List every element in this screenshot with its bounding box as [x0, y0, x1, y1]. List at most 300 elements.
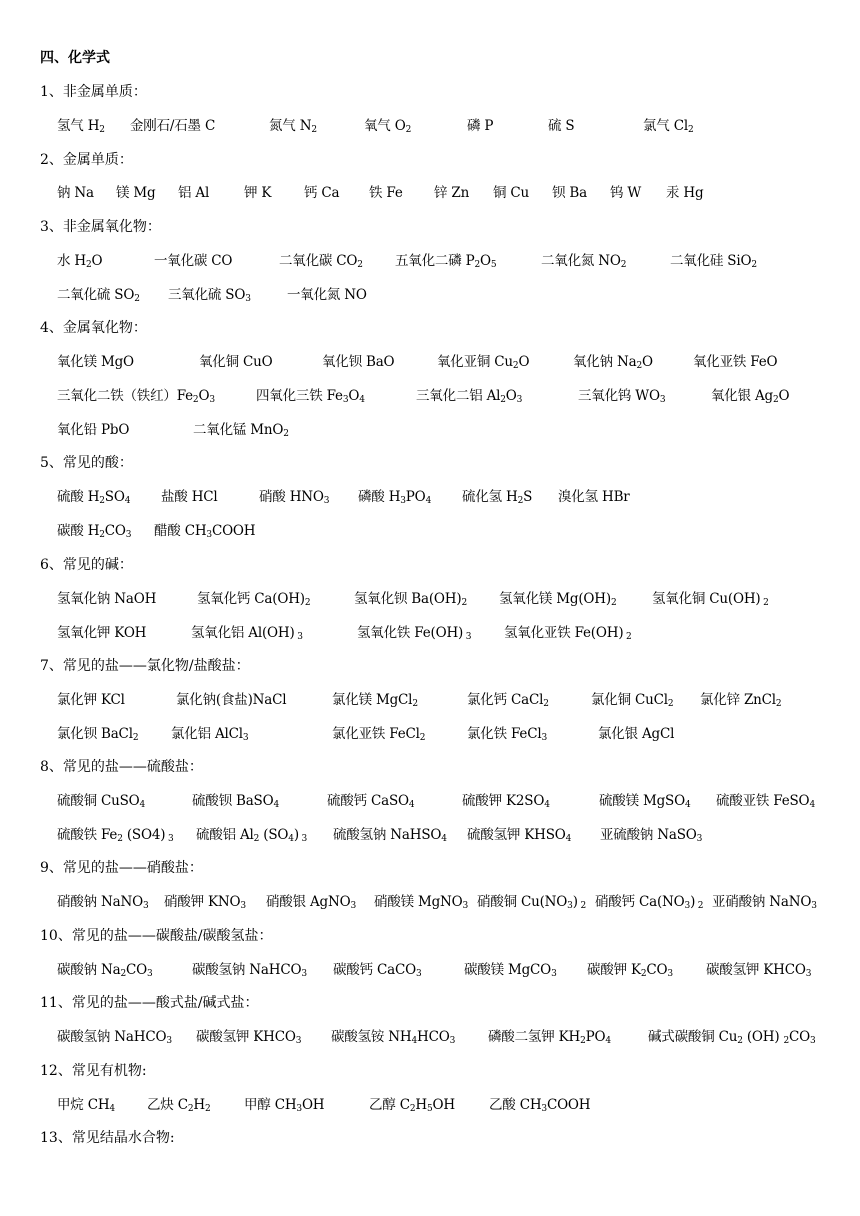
formula-item: [434, 181, 469, 205]
formula-item: [57, 485, 130, 509]
formula-text: O: [91, 253, 103, 269]
formula-text: 碳酸 H: [57, 523, 100, 539]
formula-text: 铝 Al: [178, 185, 210, 201]
formula-text: S: [523, 489, 533, 505]
formula-item: [176, 688, 286, 712]
formula-item: [57, 114, 105, 138]
formula-text: 锌 Zn: [434, 185, 470, 201]
formula-item: [712, 890, 817, 914]
formula-text: 亚硝酸钠 NaNO: [712, 894, 812, 910]
formula-item: [711, 384, 789, 408]
formula-text: 氯化铁 FeCl: [467, 726, 542, 742]
formula-row: [0, 823, 860, 847]
subscript: 4: [684, 800, 691, 810]
formula-text: 氯化铝 AlCl: [171, 726, 243, 742]
subscript: 4: [809, 800, 815, 810]
formula-text: HCO: [417, 1029, 450, 1045]
formula-item: [57, 1093, 115, 1117]
subscript: 3: [810, 1036, 816, 1046]
formula-text: 氢氧化钠 NaOH: [57, 591, 157, 607]
formula-item: [266, 890, 356, 914]
section-heading: 11、常见的盐——酸式盐/碱式盐：: [40, 995, 259, 1011]
formula-item: [269, 114, 317, 138]
formula-item: [57, 890, 148, 914]
formula-text: 碳酸氢钾 KHCO: [706, 962, 806, 978]
formula-row: [0, 350, 860, 374]
formula-text: 硫酸铜 CuSO: [57, 793, 140, 809]
formula-text: 溴化氢 HBr: [558, 489, 630, 505]
formula-text: ): [572, 894, 578, 910]
formula-text: 二氧化硅 SiO: [670, 253, 752, 269]
subscript: 2: [737, 1036, 743, 1046]
subscript: 3: [805, 969, 812, 979]
formula-item: [716, 789, 815, 813]
formula-text: 硫酸氢钾 KHSO: [467, 827, 566, 843]
formula-text: O: [480, 253, 491, 269]
formula-text: 碳酸氢钠 NaHCO: [192, 962, 302, 978]
formula-text: 五氧化二磷 P: [395, 253, 475, 269]
subscript: 4: [408, 800, 415, 810]
subscript: 2: [204, 1104, 211, 1114]
subscript: 2: [620, 260, 627, 270]
subscript: 3: [296, 1104, 302, 1114]
subscript: 2: [304, 598, 311, 608]
formula-text: 氧气 O: [364, 118, 406, 134]
formula-text: 氧化亚铜 Cu: [437, 354, 513, 370]
formula-item: [357, 621, 471, 645]
formula-row: [0, 418, 860, 442]
subscript: 2: [192, 395, 199, 405]
formula-item: [595, 890, 703, 914]
formula-text: 氧化铅 PbO: [57, 422, 130, 438]
formula-text: 一氧化氮 NO: [287, 287, 367, 303]
formula-text: 氧化亚铁 FeO: [693, 354, 778, 370]
formula-text: (OH): [742, 1029, 784, 1045]
formula-text: 水 H: [57, 253, 86, 269]
formula-text: 氯化锌 ZnCl: [700, 692, 776, 708]
formula-text: 氧化银 Ag: [711, 388, 773, 404]
subscript: 2: [409, 1104, 416, 1114]
formula-item: [700, 688, 781, 712]
section-heading: 10、常见的盐——碳酸盐/碳酸氢盐：: [40, 928, 273, 944]
formula-item: [462, 485, 532, 509]
subscript: 3: [449, 1036, 456, 1046]
formula-row: [0, 958, 860, 982]
subscript: 3: [295, 1036, 302, 1046]
formula-text: 钙 Ca: [304, 185, 340, 201]
formula-item: [331, 1025, 455, 1049]
subscript: 2: [751, 260, 757, 270]
formula-text: 金刚石/石墨 C: [130, 118, 216, 134]
formula-row: [0, 485, 860, 509]
subscript: 2: [775, 699, 782, 709]
formula-text: 氯化钡 BaCl: [57, 726, 133, 742]
formula-item: [369, 181, 403, 205]
subscript: 3: [516, 395, 523, 405]
subscript: 4: [139, 800, 146, 810]
formula-text: 碳酸镁 MgCO: [464, 962, 552, 978]
formula-item: [333, 823, 447, 847]
formula-text: CO: [104, 523, 126, 539]
formula-text: 铁 Fe: [369, 185, 403, 201]
subscript: 2: [512, 361, 519, 371]
formula-row: [0, 722, 860, 746]
formula-item: [192, 958, 307, 982]
formula-item: [504, 621, 632, 645]
section-heading: 8、常见的盐——硫酸盐：: [40, 759, 203, 775]
formula-row: [0, 789, 860, 813]
formula-text: 钾 K: [244, 185, 272, 201]
formula-item: [541, 249, 626, 273]
formula-item: [670, 249, 757, 273]
formula-text: PO: [585, 1029, 606, 1045]
subscript: 3: [811, 901, 817, 911]
formula-item: [196, 1025, 301, 1049]
formula-text: 磷 P: [467, 118, 494, 134]
section-heading: 12、常见有机物:: [40, 1063, 147, 1079]
subscript: 2: [311, 125, 317, 135]
formula-item: [171, 722, 248, 746]
subscript: 3: [142, 901, 149, 911]
formula-item: [552, 181, 587, 205]
formula-text: 氧化铜 CuO: [199, 354, 273, 370]
subscript: 4: [411, 1036, 418, 1046]
formula-text: 二氧化硫 SO: [57, 287, 135, 303]
formula-item: [287, 283, 367, 307]
subscript: 3: [209, 395, 215, 405]
subscript: 3: [342, 395, 349, 405]
formula-item: [192, 789, 279, 813]
formula-text: 氢氧化铝 Al(OH): [191, 625, 295, 641]
formula-item: [364, 114, 411, 138]
formula-item: [57, 384, 215, 408]
formula-text: CO: [125, 962, 147, 978]
formula-item: [57, 350, 134, 374]
subscript: 2: [461, 598, 467, 608]
formula-text: 钠 Na: [57, 185, 94, 201]
formula-item: [196, 823, 307, 847]
formula-text: 四氧化三铁 Fe: [256, 388, 343, 404]
formula-text: COOH: [546, 1097, 591, 1113]
formula-text: ): [293, 827, 299, 843]
formula-item: [374, 890, 468, 914]
formula-text: 氯气 Cl: [643, 118, 688, 134]
formula-text: 甲烷 CH: [57, 1097, 110, 1113]
subscript: 3: [298, 834, 308, 844]
subscript: 3: [323, 496, 330, 506]
formula-text: CO: [789, 1029, 811, 1045]
formula-text: 二氧化锰 MnO: [193, 422, 284, 438]
subscript: 3: [350, 901, 356, 911]
formula-text: OH: [432, 1097, 455, 1113]
formula-text: 硫酸钾 K2SO: [462, 793, 545, 809]
formula-item: [587, 958, 673, 982]
formula-item: [706, 958, 811, 982]
formula-item: [57, 181, 94, 205]
subscript: 2: [357, 260, 363, 270]
subscript: 2: [117, 834, 123, 844]
subscript: 2: [253, 834, 260, 844]
formula-text: 氧化镁 MgO: [57, 354, 134, 370]
formula-item: [161, 485, 218, 509]
formula-text: O: [348, 388, 360, 404]
formula-text: 铜 Cu: [493, 185, 530, 201]
formula-text: 氯化亚铁 FeCl: [332, 726, 420, 742]
formula-item: [666, 181, 703, 205]
formula-text: 氯化铜 CuCl: [591, 692, 668, 708]
formula-item: [327, 789, 414, 813]
formula-text: 硝酸铜 Cu(NO: [477, 894, 568, 910]
formula-item: [57, 519, 131, 543]
subscript: 3: [551, 969, 557, 979]
formula-text: 甲醇 CH: [244, 1097, 297, 1113]
formula-text: 三氧化二铝 Al: [416, 388, 501, 404]
formula-item: [147, 1093, 210, 1117]
formula-row: [0, 283, 860, 307]
formula-item: [244, 1093, 324, 1117]
formula-item: [57, 418, 129, 442]
subscript: 2: [517, 496, 524, 506]
formula-text: 硫酸氢钠 NaHSO: [333, 827, 442, 843]
formula-item: [57, 823, 173, 847]
formula-item: [573, 350, 653, 374]
formula-item: [164, 890, 246, 914]
formula-text: 碱式碳酸铜 Cu: [648, 1029, 738, 1045]
formula-text: 氯化钠(食盐)NaCl: [176, 692, 287, 708]
formula-text: 镁 Mg: [116, 185, 156, 201]
formula-text: O: [641, 354, 653, 370]
subscript: 4: [288, 834, 294, 844]
subscript: 2: [687, 125, 694, 135]
formula-item: [57, 789, 145, 813]
formula-text: 氢氧化镁 Mg(OH): [499, 591, 611, 607]
formula-text: 碳酸氢铵 NH: [331, 1029, 412, 1045]
formula-text: 氮气 N: [269, 118, 312, 134]
subscript: 3: [684, 901, 691, 911]
formula-text: O: [198, 388, 210, 404]
subscript: 2: [120, 969, 126, 979]
subscript: 2: [760, 598, 769, 608]
subscript: 2: [405, 125, 412, 135]
formula-row: [0, 249, 860, 273]
formula-text: 乙炔 C: [147, 1097, 188, 1113]
formula-item: [57, 688, 125, 712]
formula-text: 碳酸钾 K: [587, 962, 641, 978]
formula-text: 氯化钾 KCl: [57, 692, 125, 708]
formula-item: [259, 485, 329, 509]
formula-item: [193, 418, 289, 442]
formula-item: [467, 823, 571, 847]
subscript: 2: [577, 901, 586, 911]
formula-item: [488, 1025, 611, 1049]
subscript: 2: [695, 901, 704, 911]
formula-row: [0, 181, 860, 205]
subscript: 3: [165, 834, 174, 844]
formula-text: 硝酸 HNO: [259, 489, 324, 505]
formula-row: [0, 890, 860, 914]
subscript: 3: [206, 530, 212, 540]
formula-text: 三氧化钨 WO: [578, 388, 660, 404]
formula-item: [598, 722, 674, 746]
formula-item: [395, 249, 496, 273]
subscript: 2: [99, 496, 105, 506]
formula-item: [693, 350, 777, 374]
subscript: 3: [125, 530, 132, 540]
formula-item: [548, 114, 574, 138]
formula-text: 氧化钡 BaO: [322, 354, 395, 370]
formula-text: ): [690, 894, 696, 910]
subscript: 2: [99, 125, 105, 135]
formula-item: [578, 384, 665, 408]
subscript: 3: [696, 834, 703, 844]
formula-text: 硫酸铝 Al: [196, 827, 254, 843]
formula-text: SO: [104, 489, 125, 505]
formula-item: [322, 350, 394, 374]
formula-text: 氧化钠 Na: [573, 354, 637, 370]
subscript: 2: [134, 294, 140, 304]
formula-row: [0, 587, 860, 611]
subscript: 2: [636, 361, 642, 371]
formula-item: [57, 283, 140, 307]
formula-item: [332, 722, 425, 746]
subscript: 3: [415, 969, 422, 979]
subscript: 4: [359, 395, 365, 405]
formula-text: 硫酸亚铁 FeSO: [716, 793, 810, 809]
section-heading: 4、金属氧化物：: [40, 320, 147, 336]
formula-item: [57, 587, 156, 611]
formula-text: 亚硫酸钠 NaSO: [600, 827, 697, 843]
subscript: 3: [166, 1036, 172, 1046]
formula-item: [643, 114, 693, 138]
formula-item: [279, 249, 363, 273]
formula-item: [591, 688, 673, 712]
subscript: 5: [490, 260, 497, 270]
formula-text: 汞 Hg: [666, 185, 704, 201]
formula-item: [116, 181, 155, 205]
subscript: 4: [124, 496, 131, 506]
formula-text: CO: [646, 962, 668, 978]
formula-text: PO: [405, 489, 426, 505]
formula-text: 乙酸 CH: [489, 1097, 542, 1113]
section-heading: 13、常见结晶水合物:: [40, 1130, 175, 1146]
subscript: 3: [463, 632, 472, 642]
formula-item: [304, 181, 339, 205]
formula-item: [558, 485, 630, 509]
subscript: 2: [580, 1036, 586, 1046]
formula-text: 氢氧化钡 Ba(OH): [354, 591, 462, 607]
formula-item: [477, 890, 586, 914]
formula-text: O: [518, 354, 530, 370]
formula-text: (SO: [259, 827, 289, 843]
page-title: 四、化学式: [40, 50, 110, 66]
formula-text: 碳酸氢钠 NaHCO: [57, 1029, 167, 1045]
subscript: 3: [541, 1104, 547, 1114]
formula-item: [610, 181, 641, 205]
formula-text: O: [505, 388, 517, 404]
section-heading: 7、常见的盐——氯化物/盐酸盐：: [40, 658, 250, 674]
formula-text: 氢氧化铁 Fe(OH): [357, 625, 464, 641]
formula-text: 硫酸钙 CaSO: [327, 793, 409, 809]
formula-text: 硫酸 H: [57, 489, 100, 505]
formula-item: [333, 958, 422, 982]
subscript: 3: [240, 901, 246, 911]
subscript: 4: [605, 1036, 611, 1046]
subscript: 4: [109, 1104, 115, 1114]
formula-row: [0, 621, 860, 645]
subscript: 2: [187, 1104, 194, 1114]
formula-text: 钡 Ba: [552, 185, 587, 201]
formula-row: [0, 1093, 860, 1117]
subscript: 2: [99, 530, 105, 540]
formula-text: 二氧化碳 CO: [279, 253, 358, 269]
section-heading: 1、非金属单质：: [40, 84, 147, 100]
subscript: 4: [565, 834, 572, 844]
formula-item: [154, 519, 255, 543]
section-heading: 6、常见的碱：: [40, 557, 133, 573]
formula-text: 硝酸钾 KNO: [164, 894, 241, 910]
formula-item: [57, 249, 102, 273]
formula-item: [354, 587, 467, 611]
formula-item: [168, 283, 251, 307]
subscript: 3: [541, 733, 547, 743]
subscript: 4: [273, 800, 280, 810]
subscript: 3: [462, 901, 469, 911]
subscript: 4: [544, 800, 550, 810]
subscript: 3: [242, 733, 249, 743]
formula-text: 硝酸钠 NaNO: [57, 894, 143, 910]
formula-text: 硝酸银 AgNO: [266, 894, 351, 910]
subscript: 2: [610, 598, 617, 608]
formula-item: [332, 688, 418, 712]
formula-text: H: [193, 1097, 205, 1113]
subscript: 3: [659, 395, 666, 405]
formula-item: [648, 1025, 816, 1049]
formula-item: [256, 384, 365, 408]
formula-item: [57, 958, 153, 982]
formula-item: [57, 722, 138, 746]
formula-row: [0, 519, 860, 543]
formula-item: [369, 1093, 455, 1117]
formula-item: [467, 114, 493, 138]
subscript: 2: [419, 733, 426, 743]
formula-text: 碳酸钙 CaCO: [333, 962, 416, 978]
formula-item: [600, 823, 702, 847]
section-heading: 5、常见的酸：: [40, 455, 133, 471]
formula-text: OH: [301, 1097, 325, 1113]
formula-item: [130, 114, 215, 138]
formula-text: (SO4): [122, 827, 166, 843]
subscript: 5: [426, 1104, 433, 1114]
subscript: 2: [640, 969, 647, 979]
subscript: 3: [146, 969, 153, 979]
subscript: 2: [667, 699, 674, 709]
formula-item: [197, 587, 310, 611]
section-heading: 3、非金属氧化物：: [40, 219, 161, 235]
formula-text: 一氧化碳 CO: [154, 253, 233, 269]
formula-item: [489, 1093, 590, 1117]
formula-text: 硫酸镁 MgSO: [599, 793, 685, 809]
subscript: 3: [294, 632, 303, 642]
formula-item: [416, 384, 522, 408]
section-heading: 9、常见的盐——硝酸盐：: [40, 860, 203, 876]
formula-text: 氯化银 AgCl: [598, 726, 675, 742]
subscript: 3: [400, 496, 406, 506]
formula-item: [191, 621, 303, 645]
subscript: 2: [132, 733, 139, 743]
subscript: 2: [85, 260, 92, 270]
subscript: 3: [301, 969, 307, 979]
formula-text: 碳酸钠 Na: [57, 962, 121, 978]
